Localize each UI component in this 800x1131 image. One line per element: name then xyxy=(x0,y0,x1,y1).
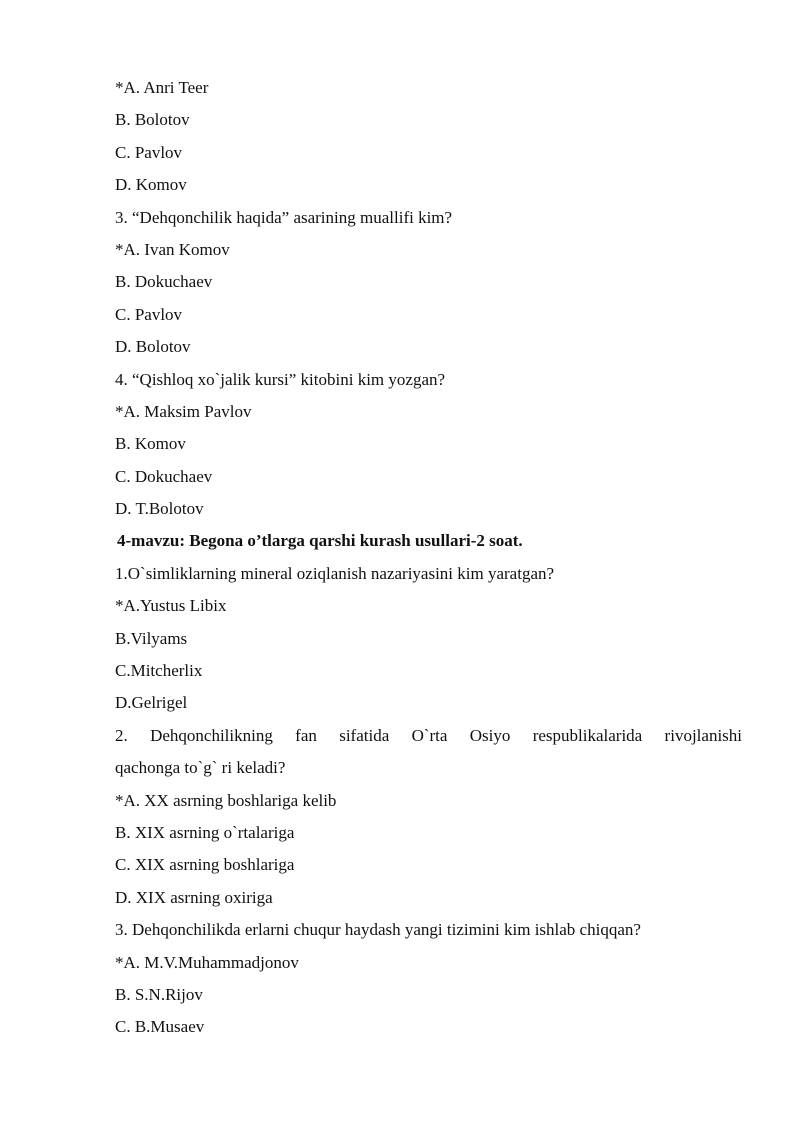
answer-option: *A. M.V.Muhammadjonov xyxy=(115,952,299,972)
answer-option: B. XIX asrning o`rtalariga xyxy=(115,823,295,842)
answer-option: B. S.N.Rijov xyxy=(115,984,203,1004)
answer-option: D.Gelrigel xyxy=(115,693,188,713)
question-text: 3. “Dehqonchilik haqida” asarining muallifi kim? xyxy=(115,207,453,227)
answer-option: B. Dokuchaev xyxy=(115,272,213,292)
question-text: 3. Dehqonchilikda erlarni chuqur haydash yangi tizimini kim ishlab chiqqan? xyxy=(115,920,641,940)
answer-option: *A.Yustus Libix xyxy=(115,596,227,616)
document-body xyxy=(115,72,742,1044)
answer-option: *A. Anri Teer xyxy=(115,78,209,97)
question-text: 4. “Qishloq xo`jalik kursi” kitobini kim yozgan? xyxy=(115,369,446,389)
question-text-continuation: qachonga to`g` ri keladi? xyxy=(115,758,286,778)
question-text: 2. Dehqonchilikning fan sifatida O`rta Osiyo respublikalarida rivojlanishi xyxy=(115,725,742,745)
answer-option: D. T.Bolotov xyxy=(115,499,204,519)
answer-option: B. Bolotov xyxy=(115,110,190,130)
answer-option: *A. Maksim Pavlov xyxy=(115,401,252,421)
answer-option: D. XIX asrning oxiriga xyxy=(115,887,273,907)
answer-option: D. Bolotov xyxy=(115,337,191,357)
answer-option: D. Komov xyxy=(115,175,187,195)
answer-option: B. Komov xyxy=(115,434,186,454)
answer-option: C. B.Musaev xyxy=(115,1017,205,1037)
answer-option: *A. XX asrning boshlariga kelib xyxy=(115,790,337,810)
answer-option: C. XIX asrning boshlariga xyxy=(115,855,295,875)
answer-option: C.Mitcherlix xyxy=(115,661,203,681)
answer-option: C. Dokuchaev xyxy=(115,466,213,486)
section-heading: 4-mavzu: Begona o’tlarga qarshi kurash usullari-2 soat. xyxy=(117,531,523,551)
answer-option: C. Pavlov xyxy=(115,304,183,324)
question-text: 1.O`simliklarning mineral oziqlanish nazariyasini kim yaratgan? xyxy=(115,563,555,583)
answer-option: B.Vilyams xyxy=(115,628,188,648)
answer-option: *A. Ivan Komov xyxy=(115,239,230,259)
answer-option: C. Pavlov xyxy=(115,142,183,162)
